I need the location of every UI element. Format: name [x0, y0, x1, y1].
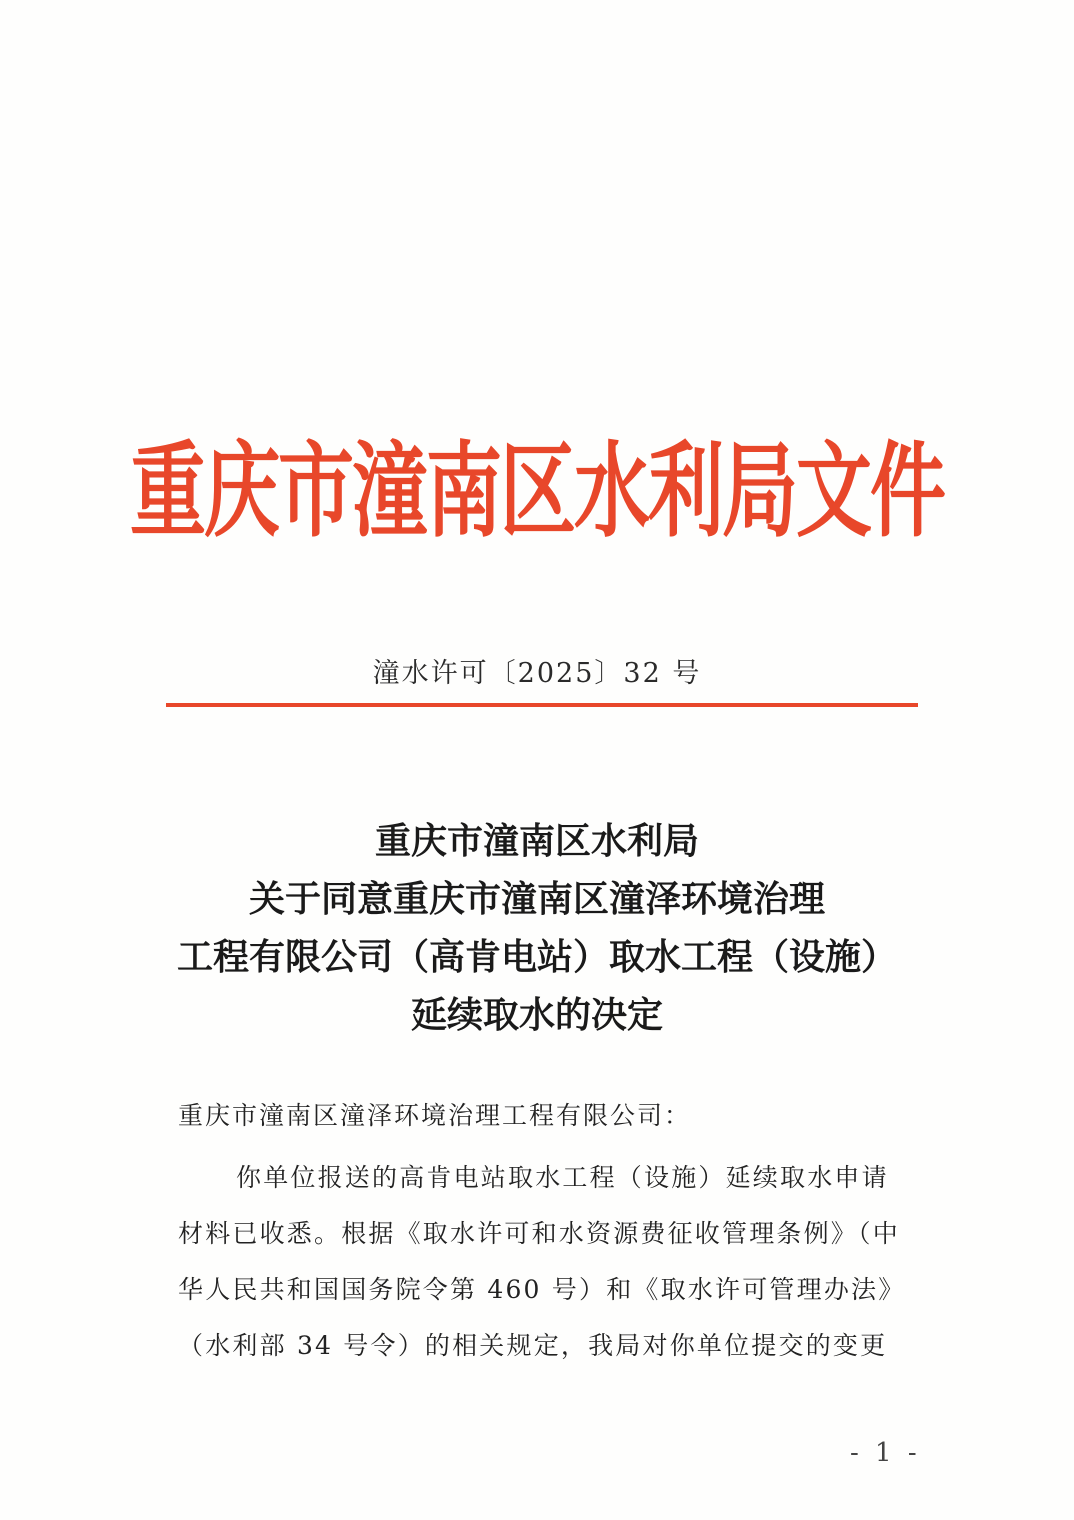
document-number: 潼水许可〔2025〕32 号: [372, 658, 702, 689]
title-line: 工程有限公司（高肯电站）取水工程（设施）: [176, 936, 897, 978]
body-paragraph: [178, 1150, 918, 1374]
document-title: [120, 812, 954, 1044]
recipient-salutation: 重庆市潼南区潼泽环境治理工程有限公司：: [178, 1101, 692, 1130]
body-line: 材料已收悉。根据《取水许可和水资源费征收管理条例》（中: [178, 1219, 900, 1248]
body-line: 华人民共和国国务院令第 460 号）和《取水许可管理办法》: [178, 1275, 906, 1304]
body-line: （水利部 34 号令）的相关规定，我局对你单位提交的变更: [178, 1331, 888, 1360]
page-number: - 1 -: [850, 1438, 921, 1468]
title-line: 关于同意重庆市潼南区潼泽环境治理: [248, 878, 825, 920]
issuing-authority-header: 重庆市潼南区水利局文件: [130, 430, 944, 551]
red-divider-line: [166, 703, 918, 707]
title-line: 重庆市潼南区水利局: [374, 820, 699, 862]
title-line: 延续取水的决定: [410, 994, 663, 1036]
body-line: 你单位报送的高肯电站取水工程（设施）延续取水申请: [236, 1163, 889, 1192]
